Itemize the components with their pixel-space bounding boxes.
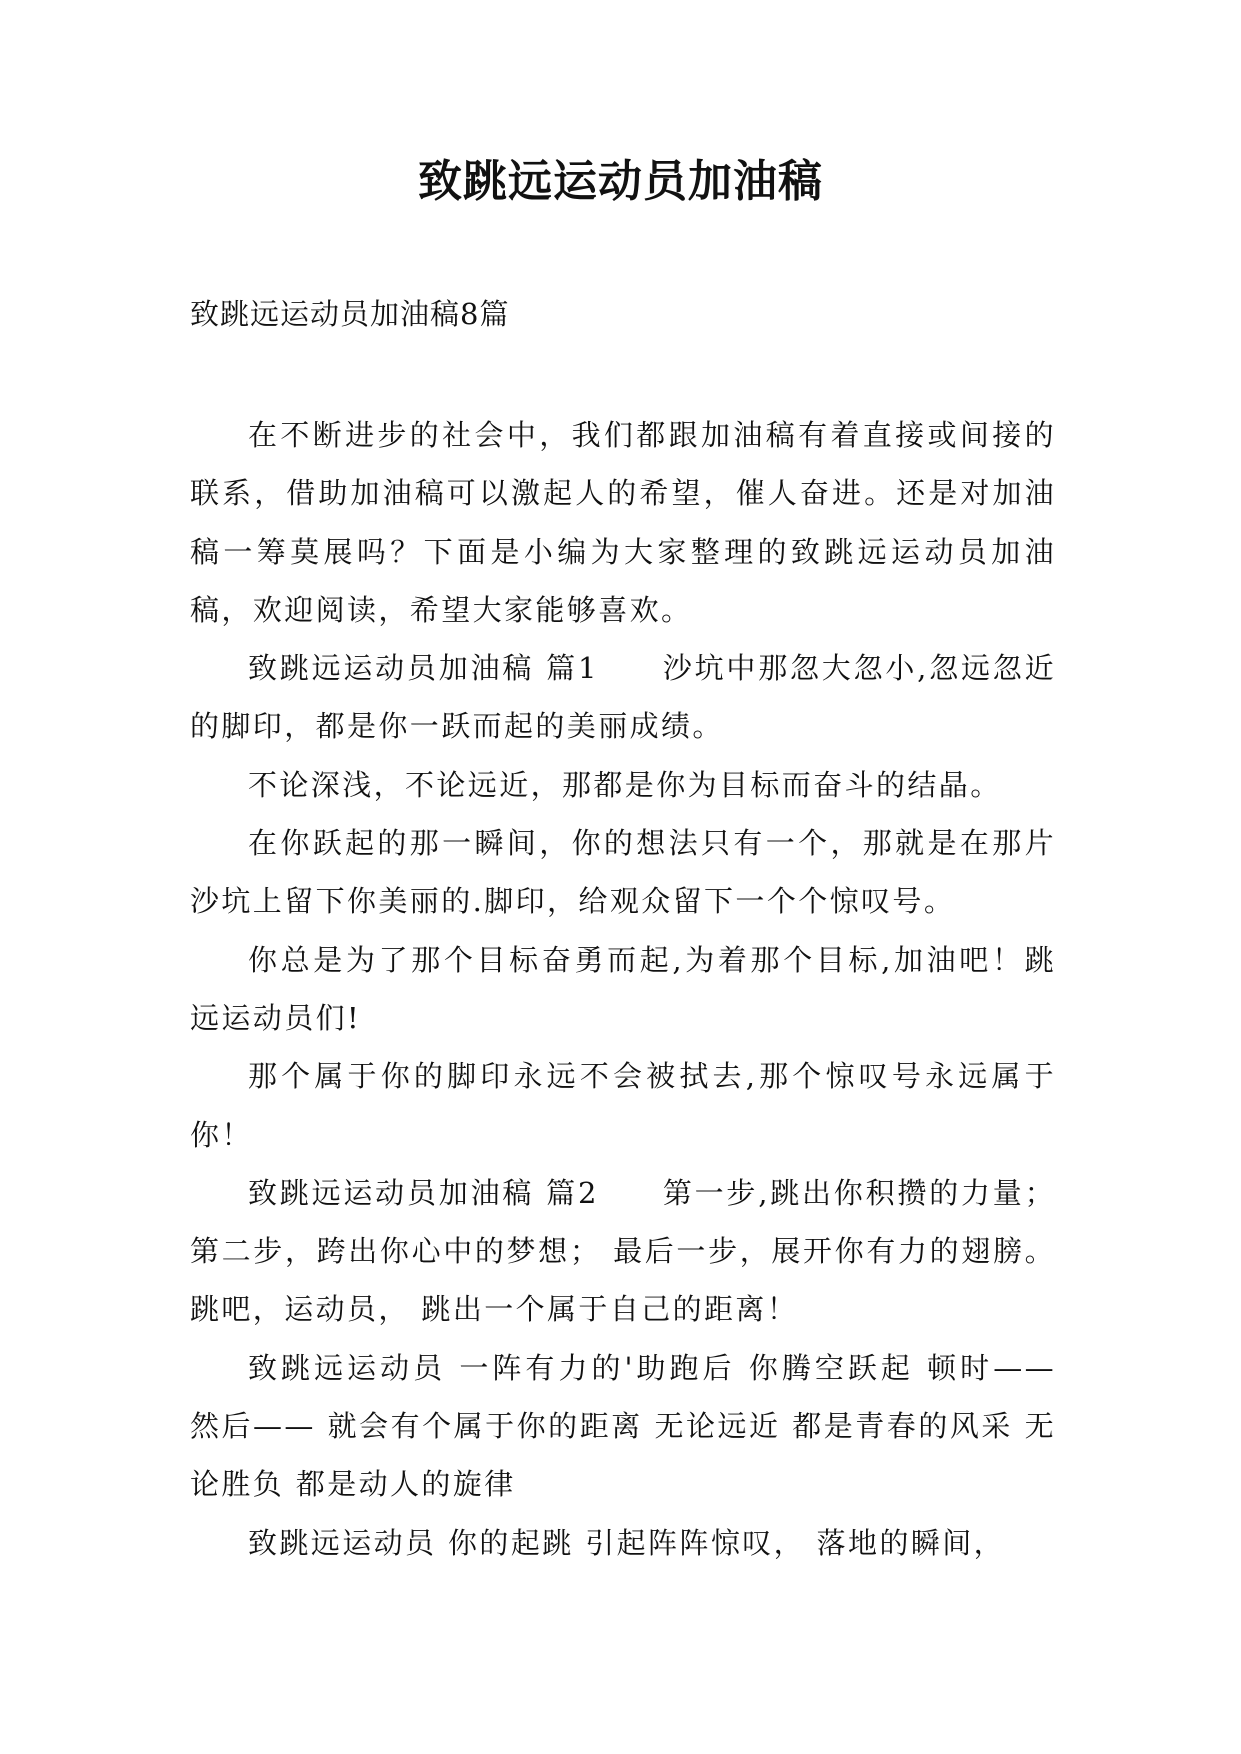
paragraph-run-up: 致跳远运动员 一阵有力的'助跑后 你腾空跃起 顿时—— 然后—— 就会有个属于你的距离 无论远近 都是青春的风采 无论胜负 都是动人的旋律 — [190, 1350, 1056, 1502]
paragraph-moment: 在你跃起的那一瞬间，你的想法只有一个，那就是在那片沙坑上留下你美丽的.脚印，给观众留下一个个惊叹号。 — [190, 826, 1056, 919]
document-body — [190, 406, 1056, 1572]
document-title: 致跳远运动员加油稿 — [418, 156, 823, 207]
paragraph-piece-1: 致跳远运动员加油稿 篇1 沙坑中那忽大忽小,忽远忽近的脚印，都是你一跃而起的美丽成绩。 — [190, 651, 1056, 744]
paragraph-piece-2: 致跳远运动员加油稿 篇2 第一步,跳出你积攒的力量； 第二步，跨出你心中的梦想； 最后一步，展开你有力的翅膀。 跳吧，运动员， 跳出一个属于自己的距离！ — [190, 1175, 1056, 1327]
paragraph-footprint: 那个属于你的脚印永远不会被拭去,那个惊叹号永远属于你！ — [190, 1059, 1056, 1152]
paragraph-cheer: 你总是为了那个目标奋勇而起,为着那个目标,加油吧！跳远运动员们! — [190, 942, 1056, 1035]
paragraph-takeoff: 致跳远运动员 你的起跳 引起阵阵惊叹， 落地的瞬间， — [248, 1525, 1006, 1560]
paragraph-intro: 在不断进步的社会中，我们都跟加油稿有着直接或间接的联系，借助加油稿可以激起人的希望，催人奋进。还是对加油稿一筹莫展吗？下面是小编为大家整理的致跳远运动员加油稿，欢迎阅读，希望大家能够喜欢。 — [190, 418, 1056, 627]
document-subtitle: 致跳远运动员加油稿8篇 — [190, 297, 510, 331]
paragraph-depth: 不论深浅，不论远近，那都是你为目标而奋斗的结晶。 — [248, 767, 1002, 802]
